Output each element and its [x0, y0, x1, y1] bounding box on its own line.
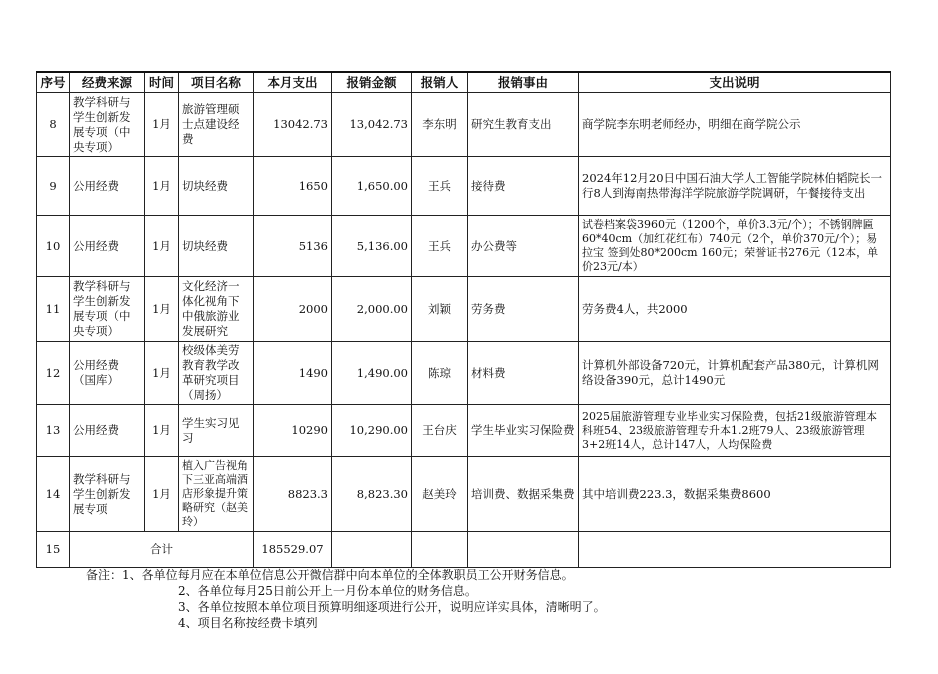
cell-spend: 1490 — [254, 342, 332, 405]
cell-time: 1月 — [145, 216, 179, 277]
cell-no: 10 — [37, 216, 70, 277]
col-header-reason: 报销事由 — [468, 72, 579, 93]
col-header-time: 时间 — [145, 72, 179, 93]
total-row — [37, 532, 891, 568]
cell-reason: 劳务费 — [468, 277, 579, 342]
cell-source: 教学科研与学生创新发展专项 — [70, 457, 145, 532]
table-row — [37, 277, 891, 342]
total-spend: 185529.07 — [254, 532, 332, 568]
cell-empty — [412, 532, 468, 568]
cell-time: 1月 — [145, 342, 179, 405]
cell-time: 1月 — [145, 405, 179, 457]
table-row — [37, 342, 891, 405]
col-header-person: 报销人 — [412, 72, 468, 93]
table-row — [37, 405, 891, 457]
cell-spend: 2000 — [254, 277, 332, 342]
cell-no: 8 — [37, 93, 70, 157]
cell-amount: 10,290.00 — [332, 405, 412, 457]
cell-no: 9 — [37, 157, 70, 216]
cell-spend: 5136 — [254, 216, 332, 277]
note-line: 4、项目名称按经费卡填列 — [178, 616, 318, 630]
note-line: 备注：1、各单位每月应在本单位信息公开微信群中向本单位的全体教职员工公开财务信息。 — [86, 568, 574, 582]
cell-desc: 商学院李东明老师经办，明细在商学院公示 — [579, 93, 891, 157]
cell-person: 王台庆 — [412, 405, 468, 457]
cell-desc: 2024年12月20日中国石油大学人工智能学院林伯韬院长一行8人到海南热带海洋学院旅游学院调研，午餐接待支出 — [579, 157, 891, 216]
cell-person: 赵美玲 — [412, 457, 468, 532]
cell-desc: 2025届旅游管理专业毕业实习保险费，包括21级旅游管理本科班54、23级旅游管理专升本1.2班79人、23级旅游管理3+2班14人，总计147人，人均保险费 — [579, 405, 891, 457]
cell-person: 王兵 — [412, 157, 468, 216]
cell-time: 1月 — [145, 157, 179, 216]
cell-empty — [468, 532, 579, 568]
cell-person: 王兵 — [412, 216, 468, 277]
cell-no: 15 — [37, 532, 70, 568]
notes — [86, 567, 606, 631]
cell-amount: 5,136.00 — [332, 216, 412, 277]
cell-person: 刘颖 — [412, 277, 468, 342]
cell-project: 切块经费 — [179, 216, 254, 277]
cell-source: 公用经费 — [70, 405, 145, 457]
col-header-amount: 报销金额 — [332, 72, 412, 93]
cell-source: 教学科研与学生创新发展专项（中央专项） — [70, 93, 145, 157]
cell-source: 公用经费（国库） — [70, 342, 145, 405]
cell-project: 切块经费 — [179, 157, 254, 216]
cell-source: 教学科研与学生创新发展专项（中央专项） — [70, 277, 145, 342]
table-row — [37, 216, 891, 277]
col-header-project: 项目名称 — [179, 72, 254, 93]
cell-project: 文化经济一体化视角下中俄旅游业发展研究 — [179, 277, 254, 342]
col-header-no: 序号 — [37, 72, 70, 93]
cell-desc: 其中培训费223.3，数据采集费8600 — [579, 457, 891, 532]
table-row — [37, 457, 891, 532]
cell-person: 陈琼 — [412, 342, 468, 405]
cell-spend: 10290 — [254, 405, 332, 457]
cell-reason: 材料费 — [468, 342, 579, 405]
cell-project: 旅游管理硕士点建设经费 — [179, 93, 254, 157]
table-row — [37, 157, 891, 216]
cell-no: 12 — [37, 342, 70, 405]
header-row — [37, 72, 891, 93]
total-label: 合计 — [70, 532, 254, 568]
cell-time: 1月 — [145, 277, 179, 342]
col-header-source: 经费来源 — [70, 72, 145, 93]
cell-reason: 培训费、数据采集费 — [468, 457, 579, 532]
cell-desc: 计算机外部设备720元，计算机配套产品380元，计算机网络设备390元，总计1490元 — [579, 342, 891, 405]
cell-desc: 劳务费4人，共2000 — [579, 277, 891, 342]
cell-empty — [579, 532, 891, 568]
cell-no: 13 — [37, 405, 70, 457]
cell-amount: 13,042.73 — [332, 93, 412, 157]
cell-spend: 8823.3 — [254, 457, 332, 532]
cell-project: 植入广告视角下三亚高端酒店形象提升策略研究（赵美玲） — [179, 457, 254, 532]
note-line: 3、各单位按照本单位项目预算明细逐项进行公开，说明应详实具体，清晰明了。 — [178, 600, 606, 614]
cell-reason: 学生毕业实习保险费 — [468, 405, 579, 457]
cell-spend: 1650 — [254, 157, 332, 216]
cell-amount: 1,490.00 — [332, 342, 412, 405]
cell-amount: 8,823.30 — [332, 457, 412, 532]
cell-reason: 研究生教育支出 — [468, 93, 579, 157]
note-line: 2、各单位每月25日前公开上一月份本单位的财务信息。 — [178, 584, 477, 598]
cell-empty — [332, 532, 412, 568]
table-row — [37, 93, 891, 157]
cell-project: 校级体美劳教育教学改革研究项目（周扬） — [179, 342, 254, 405]
cell-no: 11 — [37, 277, 70, 342]
cell-source: 公用经费 — [70, 157, 145, 216]
cell-person: 李东明 — [412, 93, 468, 157]
cell-spend: 13042.73 — [254, 93, 332, 157]
cell-reason: 接待费 — [468, 157, 579, 216]
cell-amount: 2,000.00 — [332, 277, 412, 342]
cell-project: 学生实习见习 — [179, 405, 254, 457]
cell-reason: 办公费等 — [468, 216, 579, 277]
cell-amount: 1,650.00 — [332, 157, 412, 216]
cell-time: 1月 — [145, 457, 179, 532]
cell-source: 公用经费 — [70, 216, 145, 277]
col-header-spend: 本月支出 — [254, 72, 332, 93]
cell-desc: 试卷档案袋3960元（1200个，单价3.3元/个）；不锈钢牌匾60*40cm（加红花红布）740元（2个，单价370元/个）；易拉宝 签到处80*200cm 160元；荣誉证书276元（12本，单价23元/本） — [579, 216, 891, 277]
finance-table — [36, 71, 891, 568]
cell-time: 1月 — [145, 93, 179, 157]
cell-no: 14 — [37, 457, 70, 532]
col-header-desc: 支出说明 — [579, 72, 891, 93]
